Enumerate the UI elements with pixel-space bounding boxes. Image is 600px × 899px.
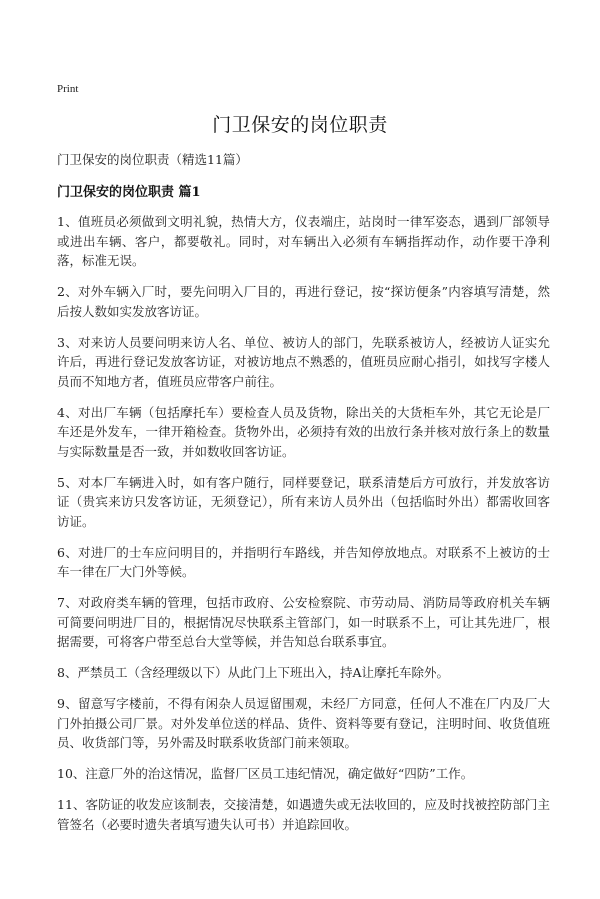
document-subtitle: 门卫保安的岗位职责（精选11篇）	[57, 152, 248, 167]
paragraph: 1、值班员必须做到文明礼貌，热情大方，仪表端庄，站岗时一律军姿态，遇到厂部领导或进出车辆、客户，都要敬礼。同时，对车辆出入必须有车辆指挥动作，动作要干净利落，标准无误。	[57, 214, 550, 268]
print-link[interactable]: Print	[57, 83, 79, 95]
paragraph: 6、对进厂的士车应问明目的，并指明行车路线，并告知停放地点。对联系不上被访的士车一律在厂大门外等候。	[57, 544, 550, 579]
document-title: 门卫保安的岗位职责	[212, 114, 388, 136]
paragraph-list	[57, 212, 550, 846]
paragraph: 2、对外车辆入厂时，要先问明入厂目的，再进行登记，按“探访便条”内容填写清楚，然后按人数如实发放客访证。	[57, 284, 550, 319]
paragraph: 9、留意写字楼前，不得有闲杂人员逗留围观，未经厂方同意，任何人不准在厂内及厂大门外拍摄公司厂景。对外发单位送的样品、货件、资料等要有登记，注明时间、收货值班员、收货部门等，另外需及时联系收货部门前来领取。	[57, 696, 550, 750]
paragraph: 4、对出厂车辆（包括摩托车）要检查人员及货物，除出关的大货柜车外，其它无论是厂车还是外发车，一律开箱检查。货物外出，必须持有效的出放行条并核对放行条上的数量与实际数量是否一致，并如数收回客访证。	[57, 404, 550, 459]
section-heading: 门卫保安的岗位职责 篇1	[57, 185, 201, 200]
paragraph: 7、对政府类车辆的管理，包括市政府、公安检察院、市劳动局、消防局等政府机关车辆可简要问明进厂目的，根据情况尽快联系主管部门，如一时联系不上，可让其先进厂，根据需要，可将客户带至总台大堂等候，并告知总台联系事宜。	[57, 595, 550, 649]
paragraph: 5、对本厂车辆进入时，如有客户随行，同样要登记，联系清楚后方可放行，并发放客访证（贵宾来访只发客访证，无须登记），所有来访人员外出（包括临时外出）都需收回客访证。	[57, 474, 550, 529]
paragraph: 8、严禁员工（含经理级以下）从此门上下班出入，持A让摩托车除外。	[57, 665, 449, 680]
paragraph: 11、客防证的收发应该制表，交接清楚，如遇遗失或无法收回的，应及时找被控防部门主管签名（必要时遗失者填写遗失认可书）并追踪回收。	[57, 797, 550, 832]
paragraph: 10、注意厂外的治这情况，监督厂区员工违纪情况，确定做好“四防”工作。	[57, 766, 474, 781]
paragraph: 3、对来访人员要问明来访人名、单位、被访人的部门，先联系被访人，经被访人证实允许后，再进行登记发放客访证，对被访地点不熟悉的，值班员应耐心指引，如找写字楼人员而不知地方者，值班员应带客户前往。	[57, 334, 550, 389]
